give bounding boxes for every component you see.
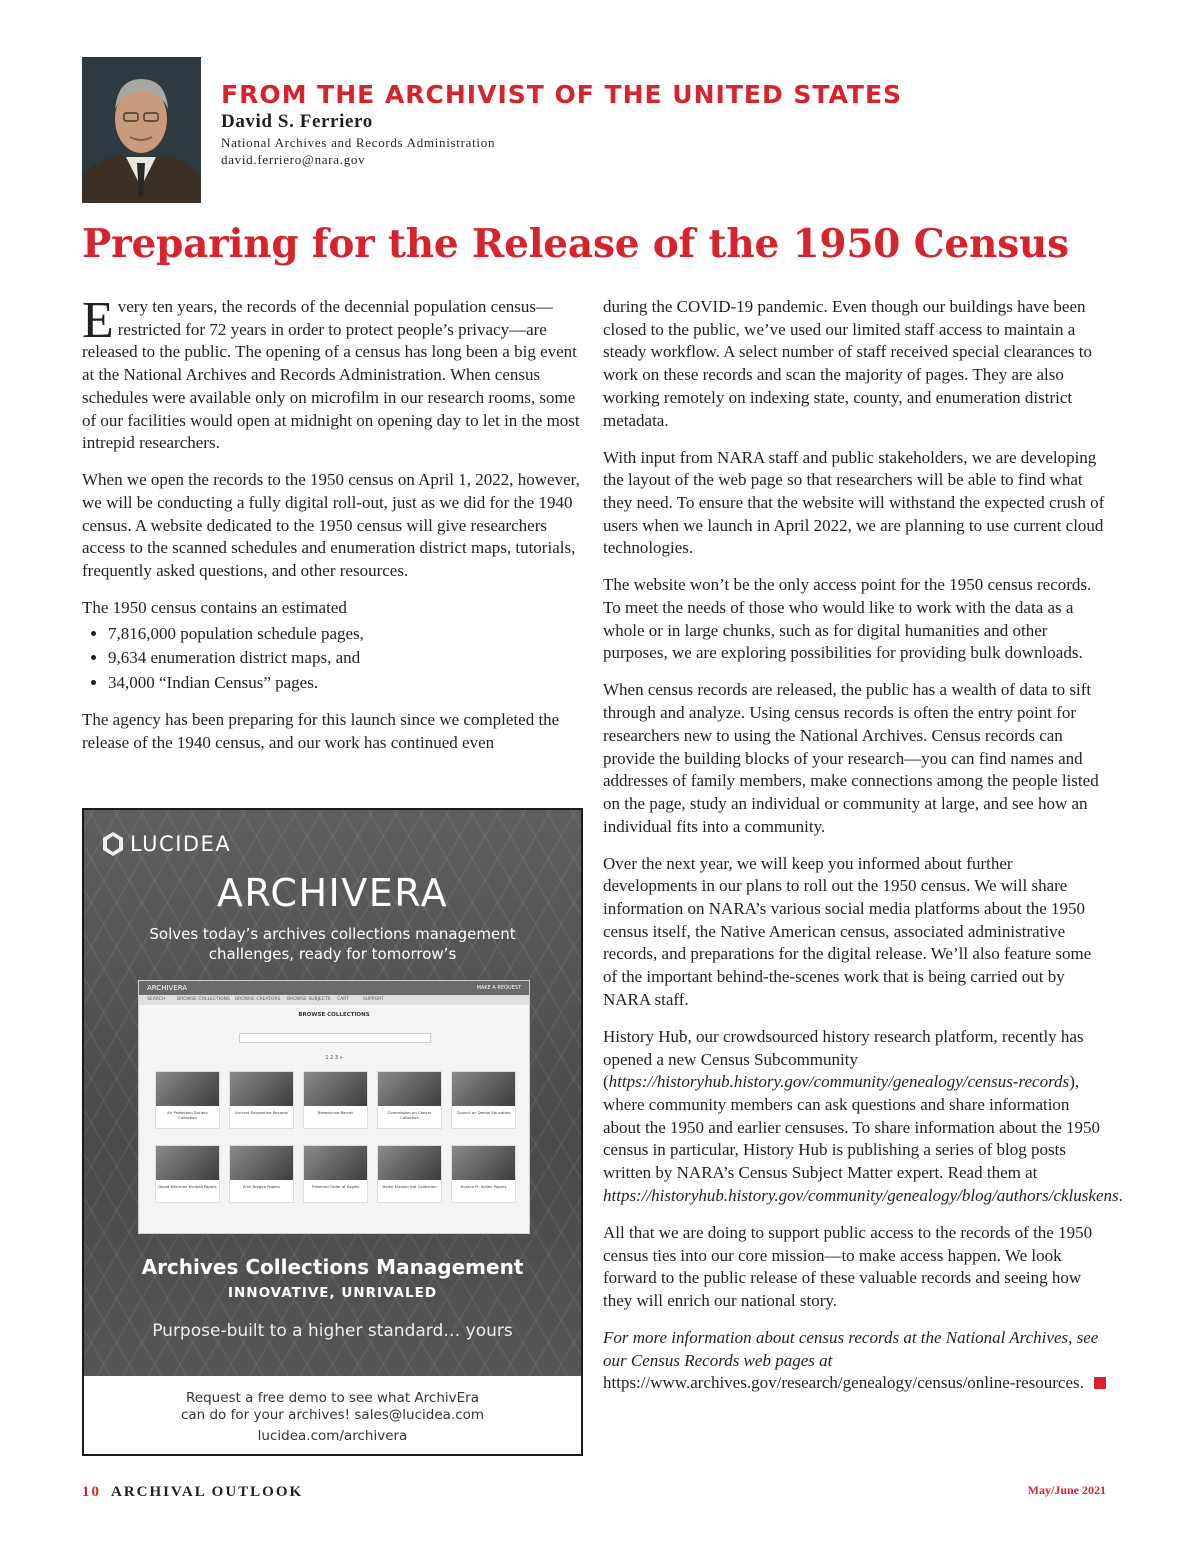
estimate-list-intro: The 1950 census contains an estimated: [82, 598, 347, 618]
screenshot-titlebar: ARCHIVERA MAKE A REQUEST: [139, 981, 529, 995]
ad-screenshot: ARCHIVERA MAKE A REQUEST SEARCH BROWSE COLLECTIONS BROWSE CREATORS BROWSE SUBJECTS CART SUPPORT BROWSE COLLECTIONS 1 2 3 » Air Protection Society Collection Ancient Serpentine Records Brewdynne Barrali Commission on Cancer Collection Council on Dental Education David Kilerman Kimball Papers Emil Bregire Papers Fraternal Order of Eagles Helen Eleanor Kat Collection Horace M. Kallen Papers: [138, 980, 530, 1234]
paragraph-6: When census records are released, the public has a wealth of data to sift through and analyze. Using census records is often the entry point for researchers new to using the National Archives. Census records can provide the building blocks of your research—you can find names and addresses of family members, make connections among the people listed on the page, study an individual or community at large, and see how an individual fits into a community.: [603, 680, 1099, 836]
screenshot-card: Commission on Cancer Collection: [377, 1071, 442, 1129]
paragraph-5: The website won’t be the only access point for the 1950 census records. To meet the needs of those who would like to work with the data as a whole or in large chunks, such as for digital humanities and other purposes, we are exploring possibilities for providing bulk downloads.: [603, 575, 1092, 663]
right-column: [603, 296, 1123, 1409]
screenshot-card: David Kilerman Kimball Papers: [155, 1145, 220, 1203]
author-organization: National Archives and Records Administration: [221, 135, 496, 150]
screenshot-card: Horace M. Kallen Papers: [451, 1145, 516, 1203]
list-item: • 34,000 “Indian Census” pages.: [108, 671, 584, 696]
screenshot-alphabet-bar: [239, 1033, 431, 1043]
blog-link[interactable]: https://historyhub.history.gov/community/genealogy/blog/authors/ckluskens: [603, 1185, 1119, 1205]
screenshot-card: Fraternal Order of Eagles: [303, 1145, 368, 1203]
paragraph-8: History Hub, our crowdsourced history research platform, recently has opened a new Census Subcommunity (https://historyhub.history.gov/community/genealogy/census-records), where community members can ask questions and share information about the 1950 and earlier censuses. To share information about the 1950 census in particular, History Hub is publishing a series of blog posts written by NARA’s Census Subject Matter expert. Read them at https://historyhub.history.gov/community/genealogy/blog/authors/ckluskens.: [603, 1026, 1123, 1205]
paragraph-3-continued: during the COVID-19 pandemic. Even though our buildings have been closed to the public, we’ve used our limited staff access to maintain a steady workflow. A select number of staff received special clearances to work on these records and scan the majority of pages. They are also working remotely on indexing state, county, and enumeration district metadata.: [603, 297, 1093, 430]
drop-cap: E: [82, 292, 114, 349]
end-mark-icon: [1094, 1377, 1106, 1389]
screenshot-nav: SEARCH BROWSE COLLECTIONS BROWSE CREATORS BROWSE SUBJECTS CART SUPPORT: [139, 995, 529, 1005]
ad-headline: Archives Collections Management: [141, 1255, 524, 1279]
ad-url-link[interactable]: lucidea.com/archivera: [257, 1428, 408, 1444]
screenshot-card: Ancient Serpentine Records: [229, 1071, 294, 1129]
paragraph-3-start: The agency has been preparing for this launch since we completed the release of the 1940 census, and our work has continued even: [82, 710, 560, 752]
lucidea-hexagon-icon: [102, 831, 124, 857]
author-email[interactable]: david.ferriero@nara.gov: [221, 152, 366, 167]
screenshot-card: Helen Eleanor Kat Collection: [377, 1145, 442, 1203]
paragraph-1: Every ten years, the records of the decennial population census—restricted for 72 years in order to protect people’s privacy—are released to the public. The opening of a census has long been a big event at the National Archives and Records Administration. When census schedules were available only on microfilm in our research rooms, some of our facilities would open at midnight on opening day to let in the most intrepid researchers.: [82, 292, 580, 453]
page-number: 10: [82, 1484, 101, 1500]
issue-date: May/June 2021: [1027, 1483, 1106, 1497]
census-records-link[interactable]: https://www.archives.gov/research/genealogy/census/online-resources.: [603, 1373, 1084, 1393]
paragraph-4: With input from NARA staff and public stakeholders, we are developing the layout of the web page so that researchers will be able to find what they need. To ensure that the website will withstand the expected crush of users when we launch in April 2022, we are planning to use current cloud technologies.: [603, 447, 1105, 558]
ad-contact: [84, 1376, 581, 1454]
footer-folio: [82, 1482, 303, 1502]
lucidea-advertisement[interactable]: [82, 808, 583, 1456]
paragraph-2: When we open the records to the 1950 census on April 1, 2022, however, we will be conducting a fully digital roll-out, just as we did for the 1940 census. A website dedicated to the 1950 census will give researchers access to the scanned schedules and enumeration district maps, tutorials, frequently asked questions, and other resources.: [82, 470, 580, 581]
ad-product-name: ARCHIVERA: [216, 871, 449, 915]
list-item: • 9,634 enumeration district maps, and: [108, 646, 584, 671]
screenshot-card: Brewdynne Barrali: [303, 1071, 368, 1129]
publication-name: ARCHIVAL OUTLOOK: [111, 1484, 304, 1500]
column-header: [221, 80, 1121, 168]
ad-tagline: Solves today’s archives collections management challenges, ready for tomorrow’s: [149, 925, 516, 963]
archivist-portrait: [82, 57, 201, 203]
ad-email-link[interactable]: can do for your archives! sales@lucidea.com: [180, 1407, 485, 1423]
ad-request-text: Request a free demo to see what ArchivEra can do for your archives! sales@lucidea.com: [84, 1390, 581, 1424]
screenshot-card: Air Protection Society Collection: [155, 1071, 220, 1129]
left-column: [82, 292, 584, 769]
closing-note: For more information about census records at the National Archives, see our Census Records web pages at https://www.archives.gov/research/genealogy/census/online-resources.: [603, 1327, 1106, 1395]
estimate-list: [82, 622, 584, 696]
screenshot-card: Council on Dental Education: [451, 1071, 516, 1129]
census-subcommunity-link[interactable]: https://historyhub.history.gov/community/genealogy/census-records: [608, 1072, 1070, 1092]
author-name: David S. Ferriero: [221, 111, 373, 132]
ad-subline: INNOVATIVE, UNRIVALED: [227, 1285, 438, 1301]
ad-brand: LUCIDEA: [130, 832, 232, 856]
paragraph-9: All that we are doing to support public access to the records of the 1950 census ties into our core mission—to make access happen. We look forward to the public release of these valuable records and seeing how they will enrich our national story.: [603, 1222, 1093, 1310]
article-title: Preparing for the Release of the 1950 Census: [82, 221, 1069, 267]
ad-banner: [84, 810, 581, 1376]
list-item: • 7,816,000 population schedule pages,: [108, 622, 584, 647]
ad-slogan: Purpose-built to a higher standard… yours: [152, 1321, 513, 1341]
paragraph-7: Over the next year, we will keep you informed about further developments in our plans to roll out the 1950 census. We will share information on NARA’s various social media platforms about the 1950 census itself, the Native American census, associated administrative records, and preparations for the digital release. We’ll also feature some of the important behind-the-scenes work that is being carried out by NARA staff.: [603, 853, 1092, 1009]
screenshot-card: Emil Bregire Papers: [229, 1145, 294, 1203]
column-kicker: FROM THE ARCHIVIST OF THE UNITED STATES: [221, 80, 903, 109]
